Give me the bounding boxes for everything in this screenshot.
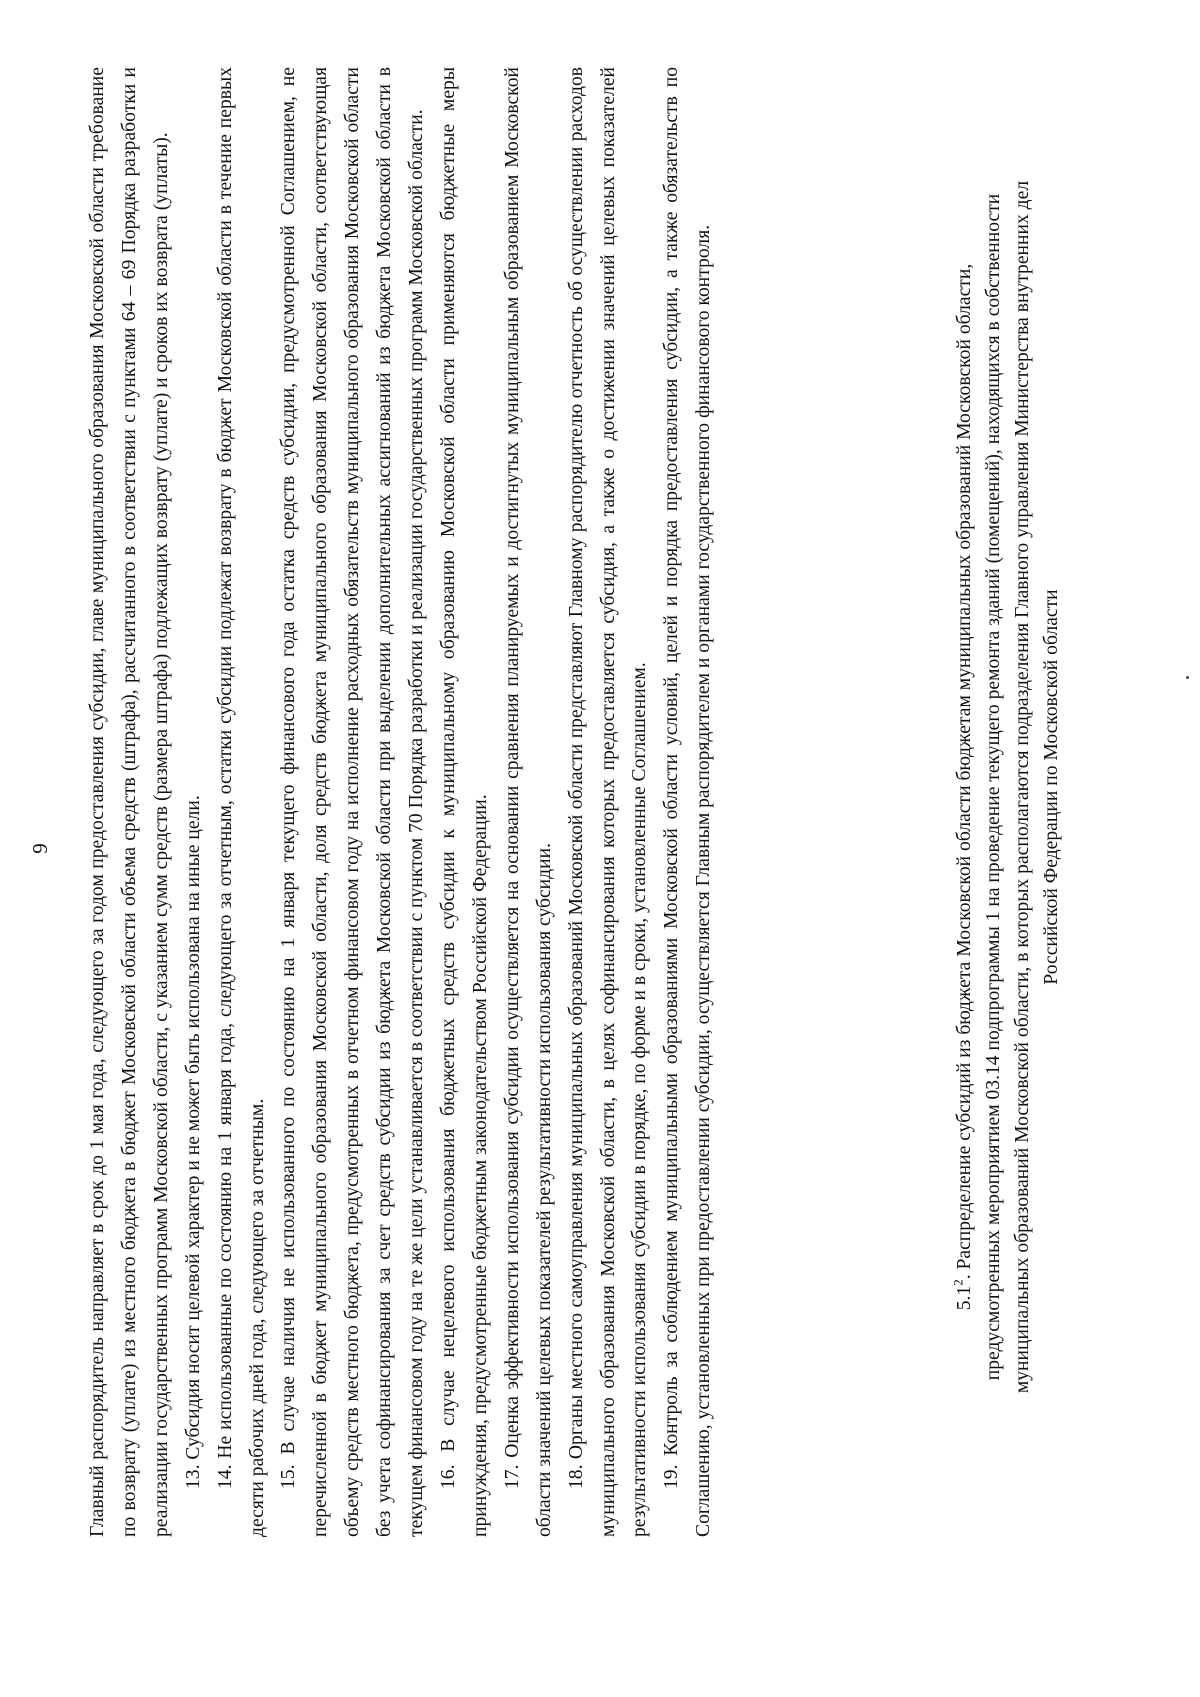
section-title-part-1: . Распределение субсидий из бюджета Московской области бюджетам муниципальных образований Московской области, — [954, 263, 975, 1280]
section-heading-line-1 — [950, 122, 979, 1452]
section-heading-line-2: предусмотренных мероприятием 03.14 подпрограммы 1 на проведение текущего ремонта зданий (помещений), находящихся в собственности — [983, 193, 1004, 1381]
section-heading-line-4: Российской Федерации по Московской области — [1041, 589, 1062, 985]
paragraph-15: 15. В случае наличия не использованного по состоянию на 1 января текущего финансового года остатка средств субсидии, предусмотренной Соглашением, не перечисленной в бюджет муниципального образования Московской области, доля средств бюджета муниципального образования Московской области, соответствующая объему средств местного бюджета, предусмотренных в отчетном финансовом году на исполнение расходных обязательств муниципального образования Московской области без учета софинансирования за счет средств субсидии из бюджета Московской области при выделении дополнительных ассигнований из бюджета Московской области в текущем финансовом году на те же цели устанавливается в соответствии с пунктом 70 Порядка разработки и реализации государственных программ Московской области. — [278, 67, 428, 1537]
paragraph-14: 14. Не использованные по состоянию на 1 января года, следующего за отчетным, остатки субсидии подлежат возврату в бюджет Московской области в течение первых десяти рабочих дней года, следующего за отчетным. — [214, 67, 268, 1537]
scan-speck — [1186, 676, 1189, 679]
section-number: 5.1 — [954, 1285, 975, 1311]
page-number: 9 — [28, 843, 52, 854]
paragraph-17: 17. Оценка эффективности использования субсидии осуществляется на основании сравнения планируемых и достигнутых муниципальным образованием Московской области значений целевых показателей результативности использования субсидии. — [501, 67, 555, 1537]
section-heading-line-3: муниципальных образований Московской области, в которых располагаются подразделения Главного управления Министерства внутренних дел — [1012, 180, 1033, 1394]
paragraph-return-requirement: Главный распорядитель направляет в срок до 1 мая года, следующего за годом предоставления субсидии, главе муниципального образования Московской области требование по возврату (уплате) из местного бюджета в бюджет Московской области объема средств (штрафа), рассчитанного в соответствии с пунктами 64 – 69 Порядка разработки и реализации государственных программ Московской области, с указанием сумм средств (размера штрафа) подлежащих возврату (уплате) и сроков их возврата (уплаты). — [87, 67, 172, 1537]
paragraph-13: 13. Субсидия носит целевой характер и не может быть использована на иные цели. — [182, 795, 204, 1489]
paragraph-19: 19. Контроль за соблюдением муниципальными образованиями Московской области условий, целей и порядка предоставления субсидии, а также обязательств по Соглашению, установленных при предоставлении субсидии, осуществляется Главным распорядителем и органами государственного финансового контроля. — [661, 67, 715, 1537]
section-superscript: 2 — [950, 1279, 966, 1286]
paragraph-16: 16. В случае нецелевого использования бюджетных средств субсидии к муниципальному образованию Московской области применяются бюджетные меры принуждения, предусмотренные бюджетным законодательством Российской Федерации. — [437, 67, 491, 1537]
section-heading — [950, 122, 1066, 1452]
body-text — [82, 67, 720, 1537]
paragraph-18: 18. Органы местного самоуправления муниципальных образований Московской области представляют Главному распорядителю отчетность об осуществлении расходов муниципального образования Московской области, в целях софинансирования которых предоставляется субсидия, а также о достижении значений целевых показателей результативности использования субсидии в порядке, по форме и в сроки, установленные Соглашением. — [565, 67, 651, 1537]
